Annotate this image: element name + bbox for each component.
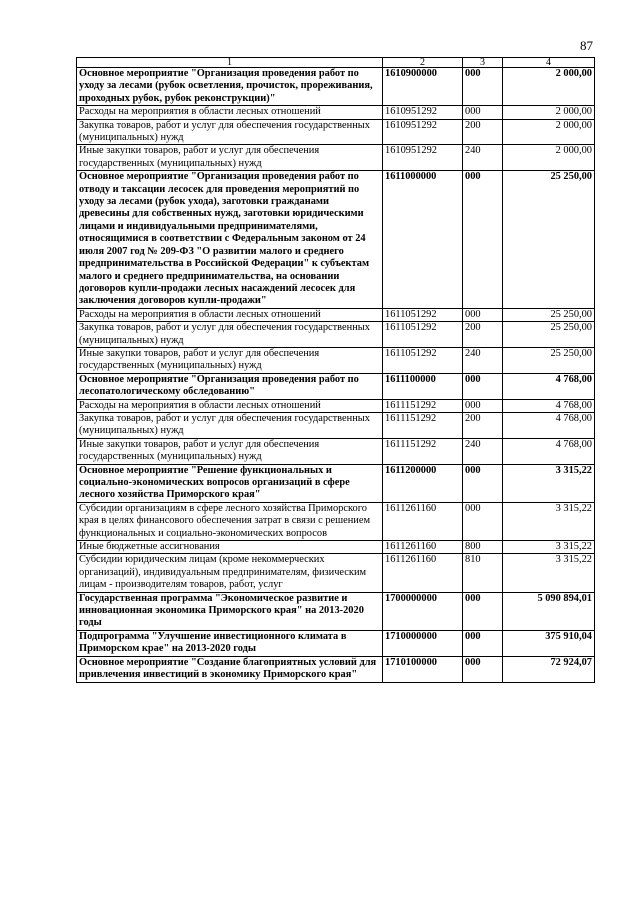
row-name: Иные закупки товаров, работ и услуг для обеспечения государственных (муниципальных) нужд xyxy=(77,347,383,373)
row-type: 000 xyxy=(463,171,503,308)
row-type: 200 xyxy=(463,119,503,145)
row-code: 1710100000 xyxy=(383,656,463,682)
table-row xyxy=(77,68,595,106)
table-header-row xyxy=(77,58,595,68)
row-amount: 3 315,22 xyxy=(503,464,595,502)
table-row xyxy=(77,145,595,171)
row-code: 1610951292 xyxy=(383,106,463,119)
row-type: 800 xyxy=(463,541,503,554)
row-type: 200 xyxy=(463,412,503,438)
row-amount: 3 315,22 xyxy=(503,541,595,554)
row-code: 1610951292 xyxy=(383,119,463,145)
row-type: 000 xyxy=(463,630,503,656)
row-type: 810 xyxy=(463,554,503,592)
table-row xyxy=(77,322,595,348)
row-code: 1611200000 xyxy=(383,464,463,502)
table-row xyxy=(77,119,595,145)
row-code: 1611051292 xyxy=(383,347,463,373)
table-row xyxy=(77,347,595,373)
row-code: 1611000000 xyxy=(383,171,463,308)
row-code: 1611151292 xyxy=(383,412,463,438)
row-name: Расходы на мероприятия в области лесных отношений xyxy=(77,106,383,119)
row-name: Закупка товаров, работ и услуг для обеспечения государственных (муниципальных) нужд xyxy=(77,322,383,348)
row-name: Основное мероприятие "Организация проведения работ по лесопатологическому обследованию" xyxy=(77,373,383,399)
row-code: 1710000000 xyxy=(383,630,463,656)
row-type: 000 xyxy=(463,656,503,682)
row-name: Основное мероприятие "Создание благоприятных условий для привлечения инвестиций в экономику Приморского края" xyxy=(77,656,383,682)
budget-table xyxy=(76,57,595,683)
row-amount: 25 250,00 xyxy=(503,171,595,308)
row-name: Подпрограмма "Улучшение инвестиционного климата в Приморском крае" на 2013-2020 годы xyxy=(77,630,383,656)
table-row xyxy=(77,592,595,630)
table-row xyxy=(77,630,595,656)
row-name: Закупка товаров, работ и услуг для обеспечения государственных (муниципальных) нужд xyxy=(77,412,383,438)
table-row xyxy=(77,171,595,308)
row-amount: 4 768,00 xyxy=(503,399,595,412)
row-type: 200 xyxy=(463,322,503,348)
row-type: 000 xyxy=(463,502,503,540)
row-type: 000 xyxy=(463,106,503,119)
row-amount: 2 000,00 xyxy=(503,145,595,171)
row-amount: 72 924,07 xyxy=(503,656,595,682)
row-name: Закупка товаров, работ и услуг для обеспечения государственных (муниципальных) нужд xyxy=(77,119,383,145)
row-type: 240 xyxy=(463,145,503,171)
row-amount: 25 250,00 xyxy=(503,308,595,321)
row-name: Субсидии организациям в сфере лесного хозяйства Приморского края в целях финансового обеспечения затрат в связи с решением функциональных и социально-экономических вопросов xyxy=(77,502,383,540)
row-type: 000 xyxy=(463,399,503,412)
row-amount: 25 250,00 xyxy=(503,347,595,373)
page-number: 87 xyxy=(580,38,593,53)
row-code: 1610951292 xyxy=(383,145,463,171)
row-name: Основное мероприятие "Организация проведения работ по отводу и таксации лесосек для проведения мероприятий по уходу за лесами (рубок ухода), заготовки гражданами древесины для собственных нужд, заготовки юридическими лицами и индивидуальными предпринимателями, относящимися в соответствии с Федеральным законом от 24 июля 2007 год № 209-ФЗ "О развитии малого и среднего предпринимательства в Российской Федерации" к субъектам малого и среднего предпринимательства, на основании договоров купли-продажи лесных насаждений лесосек для заключения договоров купли-продажи" xyxy=(77,171,383,308)
column-header-2: 2 xyxy=(383,58,463,68)
row-name: Субсидии юридическим лицам (кроме некоммерческих организаций), индивидуальным предпринимателям, физическим лицам - производителям товаров, работ, услуг xyxy=(77,554,383,592)
row-type: 000 xyxy=(463,68,503,106)
table-row xyxy=(77,308,595,321)
row-amount: 4 768,00 xyxy=(503,438,595,464)
row-code: 1611151292 xyxy=(383,438,463,464)
row-name: Расходы на мероприятия в области лесных отношений xyxy=(77,308,383,321)
row-amount: 25 250,00 xyxy=(503,322,595,348)
row-type: 000 xyxy=(463,464,503,502)
row-type: 240 xyxy=(463,438,503,464)
row-amount: 3 315,22 xyxy=(503,502,595,540)
table-row xyxy=(77,502,595,540)
row-name: Расходы на мероприятия в области лесных отношений xyxy=(77,399,383,412)
row-amount: 2 000,00 xyxy=(503,119,595,145)
row-name: Основное мероприятие "Организация проведения работ по уходу за лесами (рубок осветления, прочисток, прореживания, проходных рубок, рубок реконструкции)" xyxy=(77,68,383,106)
row-name: Государственная программа "Экономическое развитие и инновационная экономика Приморского края" на 2013-2020 годы xyxy=(77,592,383,630)
row-name: Иные закупки товаров, работ и услуг для обеспечения государственных (муниципальных) нужд xyxy=(77,145,383,171)
table-row xyxy=(77,412,595,438)
table-row xyxy=(77,438,595,464)
table-row xyxy=(77,464,595,502)
column-header-3: 3 xyxy=(463,58,503,68)
row-amount: 5 090 894,01 xyxy=(503,592,595,630)
table-row xyxy=(77,373,595,399)
row-code: 1611100000 xyxy=(383,373,463,399)
row-code: 1611261160 xyxy=(383,502,463,540)
row-name: Основное мероприятие "Решение функциональных и социально-экономических вопросов организаций в сфере лесного хозяйства Приморского края" xyxy=(77,464,383,502)
row-name: Иные закупки товаров, работ и услуг для обеспечения государственных (муниципальных) нужд xyxy=(77,438,383,464)
row-code: 1611051292 xyxy=(383,308,463,321)
table-row xyxy=(77,399,595,412)
row-amount: 2 000,00 xyxy=(503,106,595,119)
row-amount: 2 000,00 xyxy=(503,68,595,106)
row-name: Иные бюджетные ассигнования xyxy=(77,541,383,554)
table-row xyxy=(77,541,595,554)
column-header-4: 4 xyxy=(503,58,595,68)
row-type: 000 xyxy=(463,308,503,321)
table-row xyxy=(77,656,595,682)
row-code: 1611151292 xyxy=(383,399,463,412)
table-row xyxy=(77,106,595,119)
row-amount: 3 315,22 xyxy=(503,554,595,592)
row-type: 000 xyxy=(463,592,503,630)
table-row xyxy=(77,554,595,592)
row-amount: 4 768,00 xyxy=(503,412,595,438)
row-type: 000 xyxy=(463,373,503,399)
column-header-1: 1 xyxy=(77,58,383,68)
row-code: 1611051292 xyxy=(383,322,463,348)
row-amount: 375 910,04 xyxy=(503,630,595,656)
row-amount: 4 768,00 xyxy=(503,373,595,399)
row-code: 1611261160 xyxy=(383,541,463,554)
row-code: 1611261160 xyxy=(383,554,463,592)
row-code: 1700000000 xyxy=(383,592,463,630)
row-type: 240 xyxy=(463,347,503,373)
row-code: 1610900000 xyxy=(383,68,463,106)
